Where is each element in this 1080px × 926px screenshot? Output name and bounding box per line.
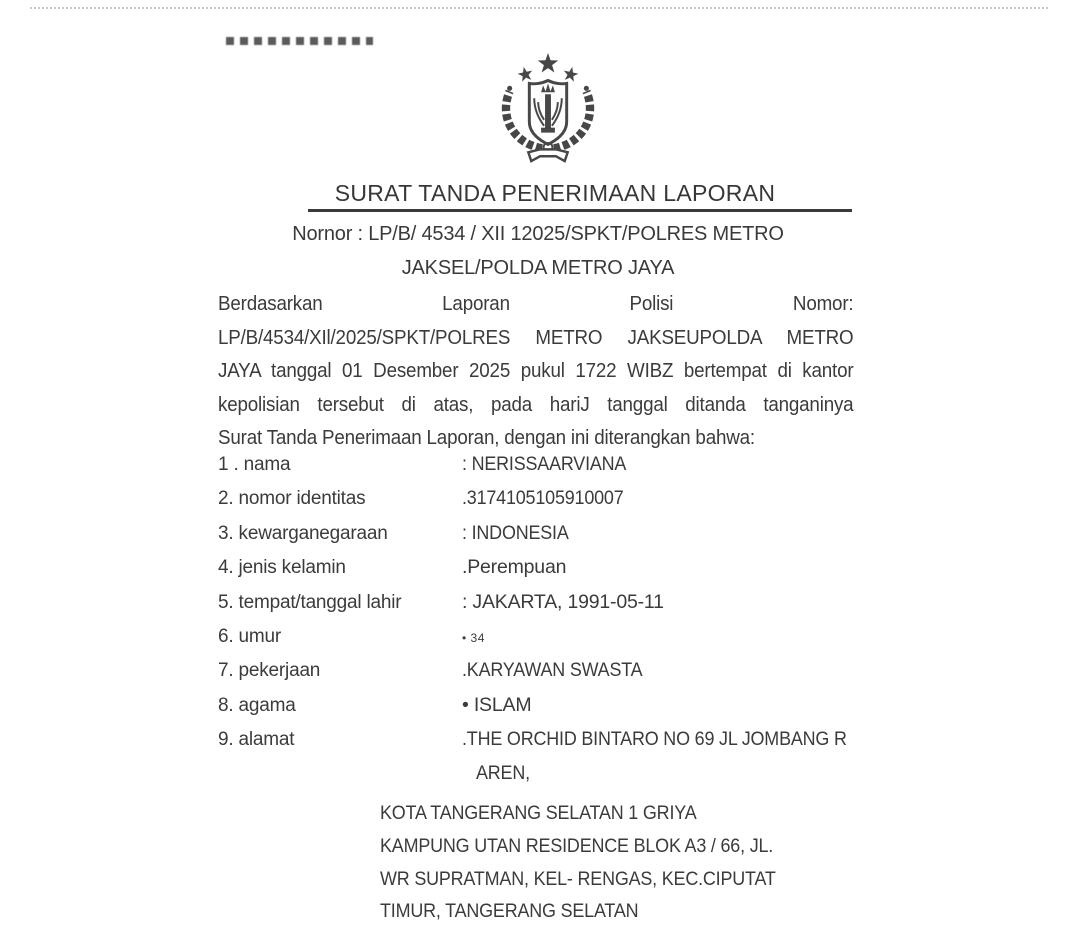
field-label: 2. nomor identitas bbox=[218, 488, 366, 510]
paragraph-line: kepolisian tersebut di atas, pada hariJ tanggal ditanda tanganinya bbox=[218, 393, 854, 416]
field-value-wrap: AREN, bbox=[476, 762, 530, 785]
field-value: : NERISSAARVIANA bbox=[462, 453, 627, 475]
field-label: 4. jenis kelamin bbox=[218, 557, 346, 579]
field-label: 5. tempat/tanggal lahir bbox=[218, 591, 402, 613]
address-line: KAMPUNG UTAN RESIDENCE BLOK A3 / 66, JL. bbox=[380, 834, 774, 857]
field-label: 1 . nama bbox=[218, 454, 291, 475]
address-line: TIMUR, TANGERANG SELATAN bbox=[380, 900, 639, 923]
field-row-nama bbox=[218, 452, 868, 486]
police-emblem-icon bbox=[489, 50, 607, 170]
paragraph-line: JAYA tanggal 01 Desember 2025 pukul 1722 WIBZ bertempat di kantor bbox=[218, 360, 854, 383]
field-label: 7. pekerjaan bbox=[218, 660, 321, 682]
field-row-nomor-identitas bbox=[218, 486, 868, 520]
field-row-jenis-kelamin bbox=[218, 555, 868, 589]
field-label: 9. alamat bbox=[218, 729, 295, 751]
field-value: .3174105105910007 bbox=[462, 487, 624, 510]
cropped-text-remnant bbox=[226, 37, 373, 45]
address-line: KOTA TANGERANG SELATAN 1 GRIYA bbox=[380, 802, 697, 824]
report-number-line1: Nornor : LP/B/ 4534 / XII 12025/SPKT/POLRES METRO bbox=[292, 223, 784, 245]
fields-list bbox=[218, 452, 868, 786]
field-value: .THE ORCHID BINTARO NO 69 JL JOMBANG R AREN, bbox=[462, 727, 880, 786]
field-label: 6. umur bbox=[218, 625, 282, 647]
field-row-kewarganegaraan bbox=[218, 521, 868, 555]
document-title: SURAT TANDA PENERIMAAN LAPORAN bbox=[334, 180, 776, 206]
paragraph-line: LP/B/4534/XIl/2025/SPKT/POLRES METRO JAKSEUPOLDA METRO bbox=[218, 326, 854, 349]
paragraph-line: Surat Tanda Penerimaan Laporan, dengan ini diterangkan bahwa: bbox=[218, 427, 755, 450]
field-value: : INDONESIA bbox=[462, 521, 569, 544]
field-row-pekerjaan bbox=[218, 658, 868, 692]
paragraph-line: Berdasarkan Laporan Polisi Nomor: bbox=[218, 293, 854, 315]
address-line: WR SUPRATMAN, KEL- RENGAS, KEC.CIPUTAT bbox=[380, 867, 776, 890]
field-value: • ISLAM bbox=[462, 693, 532, 716]
address-continuation bbox=[380, 797, 810, 926]
field-row-agama bbox=[218, 693, 868, 727]
intro-paragraph bbox=[218, 288, 853, 456]
field-row-umur bbox=[218, 624, 868, 658]
field-value: : JAKARTA, 1991-05-11 bbox=[462, 590, 664, 613]
field-value: .KARYAWAN SWASTA bbox=[462, 659, 643, 682]
report-number-line2: JAKSEL/POLDA METRO JAYA bbox=[401, 257, 675, 279]
field-row-tempat-tanggal-lahir bbox=[218, 590, 868, 624]
page-top-dotted-border bbox=[30, 7, 1048, 9]
field-row-alamat bbox=[218, 727, 868, 786]
field-label: 3. kewarganegaraan bbox=[218, 522, 388, 544]
title-underline bbox=[308, 209, 852, 212]
field-value: • 34 bbox=[462, 630, 485, 645]
field-value: .Perempuan bbox=[462, 556, 567, 579]
field-label: 8. agama bbox=[218, 694, 296, 716]
